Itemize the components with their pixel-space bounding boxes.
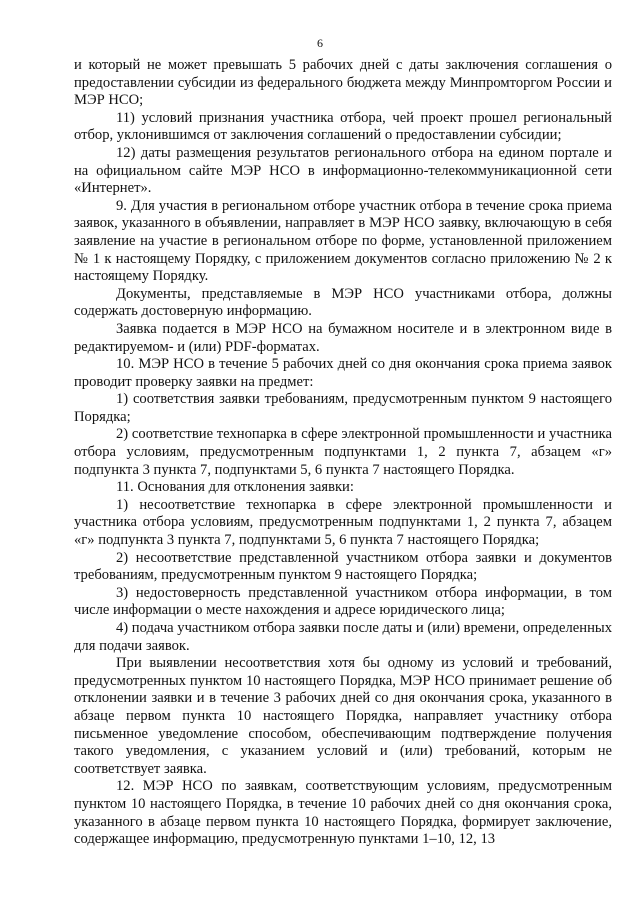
document-body [74, 57, 612, 849]
paragraph-continuation: и который не может превышать 5 рабочих дней с даты заключения соглашения о предоставлении субсидии из федерального бюджета между Минпромторгом России и МЭР НСО; [74, 57, 612, 109]
paragraph-check-2: 2) соответствие технопарка в сфере электронной промышленности и участника отбора условиям, предусмотренным подпунктами 1, 2 пункта 7, абзацем «г» подпункта 3 пункта 7, подпунктами 5, 6 пункта 7 настоящего Порядка. [74, 426, 612, 478]
paragraph-rejection-decision: При выявлении несоответствия хотя бы одному из условий и требований, предусмотренных пунктом 10 настоящего Порядка, МЭР НСО принимает решение об отклонении заявки и в течение 3 рабочих дней со дня окончания срока, указанного в абзаце первом пункта 10 настоящего Порядка, направляет участнику отбора письменное уведомление способом, обеспечивающим подтверждение получения такого уведомления, с указанием условий и (или) требований, которым не соответствует заявка. [74, 655, 612, 777]
paragraph-section-11: 11. Основания для отклонения заявки: [116, 479, 354, 496]
paragraph-item-12: 12) даты размещения результатов регионального отбора на едином портале и на официальном сайте МЭР НСО в информационно-телекоммуникационной сети «Интернет». [74, 144, 612, 197]
paragraph-section-10: 10. МЭР НСО в течение 5 рабочих дней со дня окончания срока приема заявок проводит проверку заявки на предмет: [74, 356, 612, 390]
paragraph-reject-1: 1) несоответствие технопарка в сфере электронной промышленности и участника отбора условиям, предусмотренным подпунктами 1, 2 пункта 7, абзацем «г» подпункта 3 пункта 7, подпунктами 5, 6 пункта 7 настоящего Порядка; [74, 496, 612, 549]
page-number: 6 [317, 36, 323, 50]
paragraph-reject-4: 4) подача участником отбора заявки после даты и (или) времени, определенных для подачи заявок. [74, 620, 612, 654]
paragraph-section-12: 12. МЭР НСО по заявкам, соответствующим условиям, предусмотренным пунктом 10 настоящего Порядка, в течение 10 рабочих дней со дня окончания срока, указанного в абзаце первом пункта 10 настоящего Порядка, формирует заключение, содержащее информацию, предусмотренную пунктами 1–10, 12, 13 [74, 778, 612, 848]
paragraph-item-11: 11) условий признания участника отбора, чей проект прошел региональный отбор, уклонившимся от заключения соглашений о предоставлении субсидии; [74, 109, 612, 144]
paragraph-submission: Заявка подается в МЭР НСО на бумажном носителе и в электронном виде в редактируемом- и (или) PDF-форматах. [74, 320, 612, 355]
paragraph-documents: Документы, представляемые в МЭР НСО участниками отбора, должны содержать достоверную информацию. [74, 285, 612, 320]
paragraph-section-9: 9. Для участия в региональном отборе участник отбора в течение срока приема заявок, указанного в объявлении, направляет в МЭР НСО заявку, включающую в себя заявление на участие в региональном отборе по форме, установленной приложением № 1 к настоящему Порядку, с приложением документов согласно приложению № 2 к настоящему Порядку. [74, 197, 612, 285]
paragraph-check-1: 1) соответствия заявки требованиям, предусмотренным пунктом 9 настоящего Порядка; [74, 391, 612, 425]
paragraph-reject-2: 2) несоответствие представленной участником отбора заявки и документов требованиям, предусмотренным пунктом 9 настоящего Порядка; [74, 549, 612, 584]
paragraph-reject-3: 3) недостоверность представленной участником отбора информации, в том числе информации о месте нахождения и адресе юридического лица; [74, 584, 612, 619]
